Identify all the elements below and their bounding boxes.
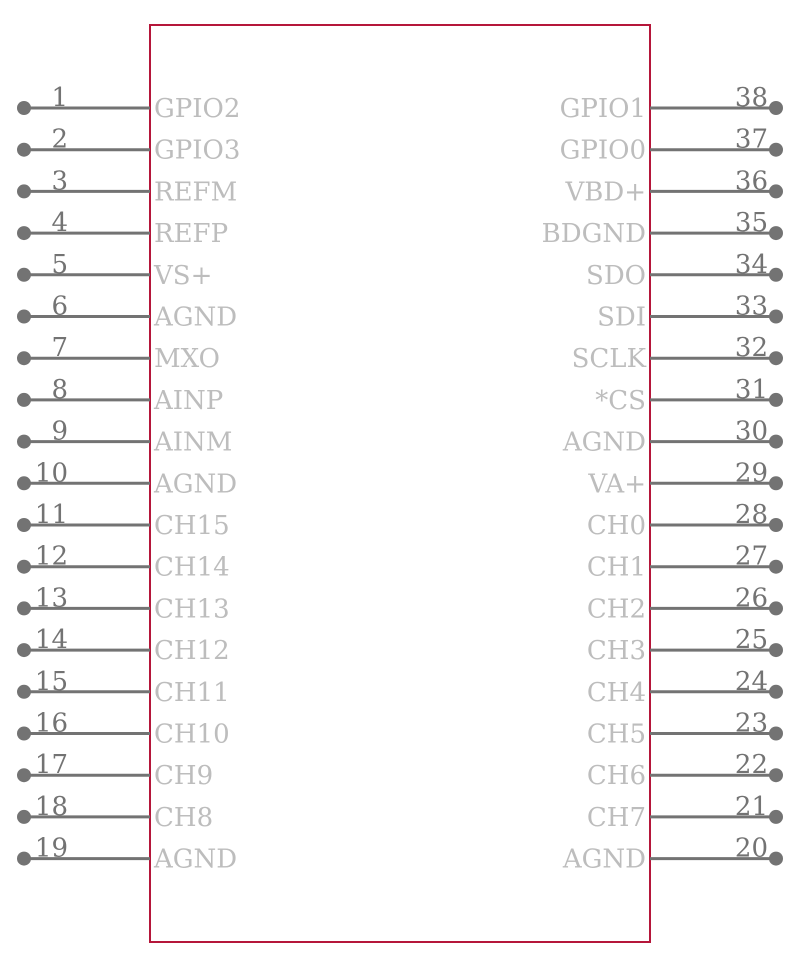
pin-number: 15 — [34, 666, 68, 697]
pin-number: 11 — [34, 500, 68, 530]
pin-label: *CS — [595, 385, 646, 416]
pin-endpoint-dot — [769, 810, 783, 824]
pin-endpoint-dot — [769, 310, 783, 324]
pin-label: CH5 — [586, 719, 646, 750]
pin-number: 23 — [734, 708, 768, 739]
pin-number: 25 — [734, 625, 768, 656]
pin-endpoint-dot — [17, 101, 31, 115]
pin-endpoint-dot — [17, 226, 31, 240]
pin-endpoint-dot — [17, 643, 31, 657]
pin-endpoint-dot — [769, 351, 783, 365]
pin-endpoint-dot — [769, 727, 783, 741]
pin-number: 21 — [734, 791, 768, 822]
left-pin-4 — [17, 208, 228, 249]
pin-endpoint-dot — [769, 518, 783, 532]
pin-endpoint-dot — [17, 768, 31, 782]
right-pin-32 — [572, 333, 783, 374]
pin-label: AGND — [154, 469, 238, 500]
left-pin-13 — [17, 583, 230, 624]
pin-endpoint-dot — [17, 852, 31, 866]
pin-number: 16 — [34, 708, 68, 739]
pin-label: CH9 — [154, 761, 214, 792]
pin-number: 26 — [734, 583, 768, 614]
right-pin-35 — [542, 208, 783, 249]
pin-label: CH12 — [154, 636, 230, 667]
pin-number: 22 — [734, 750, 768, 781]
pin-number: 13 — [34, 583, 68, 614]
pin-endpoint-dot — [17, 393, 31, 407]
pin-endpoint-dot — [17, 351, 31, 365]
pin-number: 37 — [734, 124, 768, 155]
pin-number: 29 — [734, 458, 768, 489]
pin-number: 30 — [734, 416, 768, 447]
right-pin-31 — [595, 375, 783, 416]
pin-endpoint-dot — [17, 310, 31, 324]
pin-label: REFP — [154, 219, 229, 250]
left-pin-10 — [17, 458, 237, 499]
pin-number: 9 — [51, 416, 68, 447]
pin-number: 27 — [734, 541, 768, 572]
pin-number: 3 — [51, 166, 68, 197]
pin-number: 12 — [34, 541, 68, 572]
pin-endpoint-dot — [769, 393, 783, 407]
pin-label: CH14 — [154, 552, 230, 583]
left-pin-5 — [17, 250, 212, 291]
pin-number: 1 — [51, 83, 68, 113]
pin-endpoint-dot — [17, 143, 31, 157]
pin-label: GPIO1 — [559, 94, 646, 124]
right-pin-24 — [587, 667, 783, 708]
pin-label: AGND — [562, 427, 646, 458]
right-pin-23 — [587, 709, 783, 750]
right-pin-25 — [587, 625, 783, 666]
pin-number: 20 — [734, 833, 768, 864]
pin-endpoint-dot — [769, 685, 783, 699]
pin-label: AGND — [562, 844, 646, 875]
pin-endpoint-dot — [17, 685, 31, 699]
right-pin-37 — [560, 125, 783, 166]
pin-number: 31 — [734, 374, 768, 405]
pin-label: GPIO3 — [154, 135, 241, 166]
pin-endpoint-dot — [17, 268, 31, 282]
right-pin-29 — [587, 458, 783, 499]
pin-endpoint-dot — [769, 101, 783, 115]
left-pin-15 — [17, 667, 230, 708]
left-pin-6 — [17, 292, 237, 333]
pin-number: 10 — [34, 458, 68, 489]
pin-label: GPIO0 — [559, 135, 646, 166]
right-pin-26 — [587, 583, 783, 624]
pin-label: AINP — [154, 385, 224, 416]
pin-endpoint-dot — [17, 435, 31, 449]
left-pin-group — [17, 83, 240, 875]
pin-label: CH15 — [154, 511, 230, 541]
pin-number: 5 — [51, 249, 68, 280]
left-pin-16 — [17, 709, 230, 750]
pin-label: SCLK — [571, 344, 646, 375]
right-pin-30 — [562, 417, 783, 458]
left-pin-18 — [17, 792, 213, 833]
pin-endpoint-dot — [769, 435, 783, 449]
pin-label: AINM — [154, 427, 233, 458]
pin-number: 7 — [51, 333, 68, 364]
pin-number: 2 — [51, 124, 68, 155]
pin-endpoint-dot — [17, 560, 31, 574]
left-pin-3 — [17, 166, 237, 207]
left-pin-11 — [17, 500, 230, 541]
left-pin-12 — [17, 542, 230, 583]
pin-label: BDGND — [541, 219, 646, 250]
pin-endpoint-dot — [769, 476, 783, 490]
left-pin-7 — [17, 333, 220, 374]
pin-label: CH0 — [586, 511, 646, 541]
right-pin-34 — [586, 250, 783, 291]
pin-label: VA+ — [588, 469, 646, 500]
pin-number: 28 — [734, 500, 768, 530]
pin-endpoint-dot — [769, 560, 783, 574]
pin-number: 14 — [34, 625, 68, 656]
pin-label: CH8 — [154, 802, 214, 833]
pin-number: 38 — [734, 83, 768, 113]
left-pin-2 — [17, 125, 240, 166]
pin-label: VS+ — [154, 260, 213, 291]
pin-label: VBD+ — [565, 177, 646, 208]
left-pin-19 — [17, 834, 237, 875]
pin-number: 6 — [51, 291, 68, 322]
right-pin-20 — [562, 834, 783, 875]
pin-endpoint-dot — [769, 268, 783, 282]
pin-number: 4 — [51, 208, 68, 239]
right-pin-22 — [587, 750, 783, 791]
left-pin-14 — [17, 625, 230, 666]
right-pin-33 — [597, 292, 783, 333]
pin-number: 32 — [734, 333, 768, 364]
pin-endpoint-dot — [769, 768, 783, 782]
pin-endpoint-dot — [769, 601, 783, 615]
pin-endpoint-dot — [17, 184, 31, 198]
pin-endpoint-dot — [17, 518, 31, 532]
pin-number: 33 — [734, 291, 768, 322]
pin-endpoint-dot — [17, 810, 31, 824]
pin-label: CH10 — [154, 719, 230, 750]
pin-label: CH7 — [586, 802, 646, 833]
pin-endpoint-dot — [769, 143, 783, 157]
left-pin-8 — [17, 375, 223, 416]
right-pin-21 — [587, 792, 783, 833]
pin-label: CH13 — [154, 594, 230, 625]
pin-label: CH4 — [586, 677, 646, 708]
pin-endpoint-dot — [769, 184, 783, 198]
pin-number: 17 — [34, 750, 68, 781]
right-pin-27 — [587, 542, 783, 583]
pin-endpoint-dot — [769, 643, 783, 657]
pin-endpoint-dot — [769, 226, 783, 240]
pin-endpoint-dot — [769, 852, 783, 866]
right-pin-28 — [587, 500, 783, 541]
pin-label: AGND — [154, 302, 238, 333]
pin-number: 34 — [734, 249, 768, 280]
left-pin-1 — [17, 83, 240, 124]
pin-label: SDI — [597, 302, 646, 333]
pin-label: GPIO2 — [154, 94, 241, 124]
left-pin-9 — [17, 417, 232, 458]
pin-endpoint-dot — [17, 601, 31, 615]
pin-label: CH11 — [154, 677, 230, 708]
pin-label: AGND — [154, 844, 238, 875]
pin-endpoint-dot — [17, 476, 31, 490]
pin-label: CH2 — [586, 594, 646, 625]
pin-number: 35 — [734, 208, 768, 239]
right-pin-group — [542, 83, 783, 875]
pin-label: CH6 — [586, 761, 646, 792]
pin-number: 8 — [51, 374, 68, 405]
pin-number: 36 — [734, 166, 768, 197]
pin-label: REFM — [154, 177, 238, 208]
pin-number: 18 — [34, 791, 68, 822]
pin-label: MXO — [154, 344, 220, 375]
pin-number: 19 — [34, 833, 68, 864]
right-pin-38 — [560, 83, 783, 124]
left-pin-17 — [17, 750, 213, 791]
pin-label: CH1 — [586, 552, 646, 583]
pin-endpoint-dot — [17, 727, 31, 741]
right-pin-36 — [564, 166, 783, 207]
pin-number: 24 — [734, 666, 768, 697]
pin-label: CH3 — [586, 636, 646, 667]
pin-label: SDO — [586, 260, 646, 291]
